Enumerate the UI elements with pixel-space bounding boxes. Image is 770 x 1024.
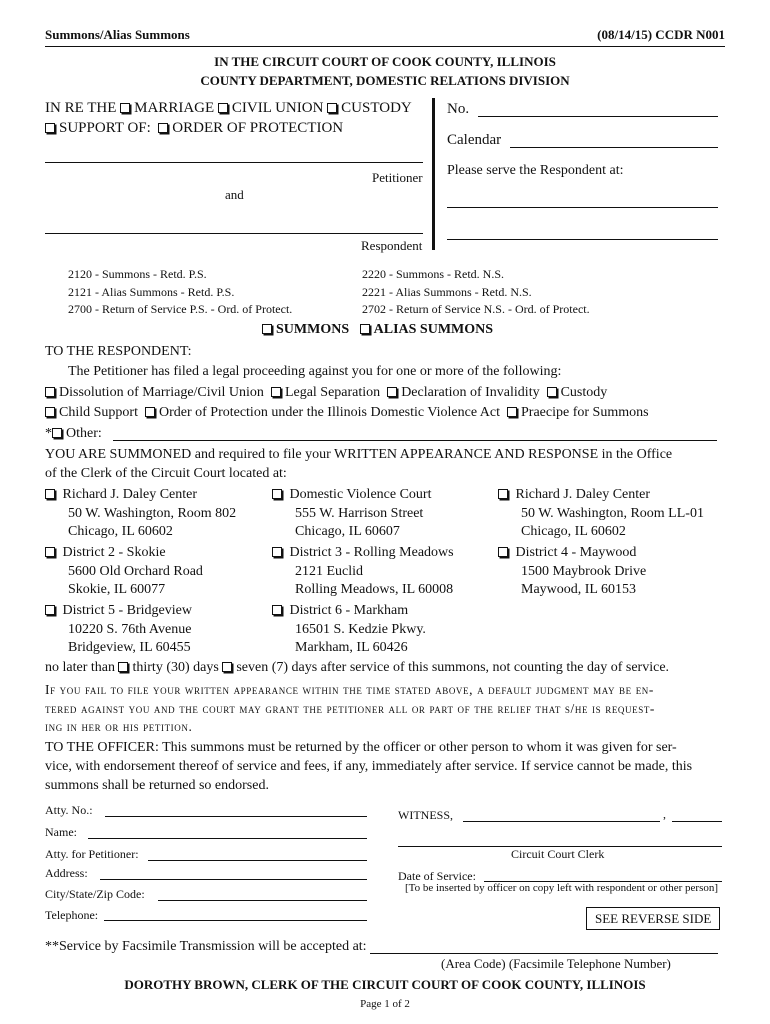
checkbox-icon bbox=[45, 605, 55, 615]
checkbox-icon bbox=[498, 547, 508, 557]
checkbox-alias-summons[interactable]: ALIAS SUMMONS bbox=[360, 322, 493, 337]
telephone-label: Telephone: bbox=[45, 908, 99, 922]
atty-no-field[interactable] bbox=[105, 816, 367, 817]
checkbox-icon bbox=[222, 662, 232, 672]
serve-address-field-1[interactable] bbox=[447, 207, 718, 208]
insert-note: [To be inserted by officer on copy left with respondent or other person] bbox=[405, 882, 719, 894]
calendar-field[interactable] bbox=[510, 147, 718, 148]
checkbox-icon bbox=[507, 407, 517, 417]
checkbox-icon bbox=[45, 387, 55, 397]
other-field[interactable] bbox=[113, 440, 717, 441]
location-markham[interactable]: District 6 - Markham 16501 S. Kedzie Pkwy. Markham, IL 60426 bbox=[272, 602, 426, 658]
court-heading-2: COUNTY DEPARTMENT, DOMESTIC RELATIONS DIVISION bbox=[200, 73, 570, 88]
witness-field[interactable] bbox=[463, 821, 660, 822]
checkbox-icon bbox=[272, 605, 282, 615]
respondent-label: Respondent bbox=[361, 238, 423, 253]
date-of-service-label: Date of Service: bbox=[398, 869, 476, 883]
proceeding-options-1 bbox=[45, 385, 607, 401]
checkbox-icon bbox=[327, 103, 337, 113]
location-bridgeview[interactable]: District 5 - Bridgeview 10220 S. 76th Avenue Bridgeview, IL 60455 bbox=[45, 602, 192, 658]
telephone-field[interactable] bbox=[104, 920, 367, 921]
witness-year-field[interactable] bbox=[672, 821, 722, 822]
form-code: (08/14/15) CCDR N001 bbox=[597, 27, 725, 42]
checkbox-legal-separation[interactable]: Legal Separation bbox=[271, 385, 380, 400]
respondent-field[interactable] bbox=[45, 233, 423, 234]
case-type-line-1: IN RE THE MARRIAGE CIVIL UNION CUSTODY bbox=[45, 100, 412, 116]
checkbox-child-support[interactable]: Child Support bbox=[45, 405, 138, 420]
checkbox-icon bbox=[547, 387, 557, 397]
location-daley-802[interactable]: Richard J. Daley Center 50 W. Washington, Room 802 Chicago, IL 60602 bbox=[45, 486, 236, 542]
checkbox-seven-days[interactable]: seven (7) days after service of this summons, not counting the day of service. bbox=[222, 660, 669, 675]
filed-text: The Petitioner has filed a legal proceeding against you for one or more of the following: bbox=[68, 364, 562, 379]
default-warning: If you fail to file your written appearance within the time stated above, a default judgment may be en- tered against you and the court may grant the petitioner all or part of the relief that s/he is request- ing in her or his petition. bbox=[45, 682, 656, 734]
caption-divider bbox=[432, 98, 435, 250]
checkbox-custody-proceeding[interactable]: Custody bbox=[547, 385, 608, 400]
checkbox-icon bbox=[45, 407, 55, 417]
case-number-field[interactable] bbox=[478, 116, 718, 117]
checkbox-protection-dv[interactable]: Order of Protection under the Illinois Domestic Violence Act bbox=[145, 405, 500, 420]
location-maywood[interactable]: District 4 - Maywood 1500 Maybrook Drive Maywood, IL 60153 bbox=[498, 544, 646, 600]
court-heading-1: IN THE CIRCUIT COURT OF COOK COUNTY, ILLINOIS bbox=[214, 54, 556, 69]
fax-caption: (Area Code) (Facsimile Telephone Number) bbox=[441, 956, 671, 971]
case-type-line-2 bbox=[45, 120, 343, 137]
form-title: Summons/Alias Summons bbox=[45, 27, 190, 42]
fax-label: **Service by Facsimile Transmission will be accepted at: bbox=[45, 939, 367, 954]
header-rule bbox=[45, 46, 725, 47]
checkbox-icon bbox=[45, 123, 55, 133]
clerk-label: Circuit Court Clerk bbox=[511, 847, 605, 861]
petitioner-label: Petitioner bbox=[372, 170, 423, 185]
witness-label: WITNESS, bbox=[398, 808, 453, 822]
serve-label: Please serve the Respondent at: bbox=[447, 163, 624, 178]
checkbox-order-of-protection[interactable]: ORDER OF PROTECTION bbox=[158, 120, 343, 136]
checkbox-icon bbox=[118, 662, 128, 672]
page-number: Page 1 of 2 bbox=[360, 998, 410, 1010]
proceeding-options-2 bbox=[45, 405, 649, 421]
summoned-line-2: of the Clerk of the Circuit Court located at: bbox=[45, 466, 287, 481]
see-reverse-side: SEE REVERSE SIDE bbox=[586, 907, 720, 930]
checkbox-icon bbox=[272, 547, 282, 557]
checkbox-icon bbox=[360, 324, 370, 334]
and-label: and bbox=[225, 187, 244, 202]
city-state-zip-field[interactable] bbox=[158, 900, 367, 901]
clerk-name-footer: DOROTHY BROWN, CLERK OF THE CIRCUIT COURT OF COOK COUNTY, ILLINOIS bbox=[124, 977, 646, 992]
location-skokie[interactable]: District 2 - Skokie 5600 Old Orchard Road Skokie, IL 60077 bbox=[45, 544, 203, 600]
checkbox-other[interactable]: Other: bbox=[52, 426, 102, 441]
checkbox-icon bbox=[145, 407, 155, 417]
location-domestic-violence-court[interactable]: Domestic Violence Court 555 W. Harrison Street Chicago, IL 60607 bbox=[272, 486, 431, 542]
atty-no-label: Atty. No.: bbox=[45, 803, 93, 817]
checkbox-icon bbox=[45, 489, 55, 499]
checkbox-icon bbox=[158, 123, 168, 133]
checkbox-thirty-days[interactable]: thirty (30) days bbox=[118, 660, 218, 675]
codes-left: 2120 - Summons - Retd. P.S. 2121 - Alias Summons - Retd. P.S. 2700 - Return of Service P.S. - Ord. of Protect. bbox=[68, 267, 293, 316]
address-label: Address: bbox=[45, 866, 88, 880]
checkbox-icon bbox=[120, 103, 130, 113]
checkbox-icon bbox=[52, 428, 62, 438]
checkbox-marriage[interactable]: MARRIAGE bbox=[120, 100, 214, 116]
checkbox-support[interactable]: SUPPORT OF: bbox=[45, 120, 151, 136]
codes-right: 2220 - Summons - Retd. N.S. 2221 - Alias Summons - Retd. N.S. 2702 - Return of Service N.S. - Ord. of Protect. bbox=[362, 267, 590, 316]
calendar-label: Calendar bbox=[447, 132, 502, 148]
city-state-zip-label: City/State/Zip Code: bbox=[45, 887, 145, 901]
location-daley-ll01[interactable]: Richard J. Daley Center 50 W. Washington, Room LL-01 Chicago, IL 60602 bbox=[498, 486, 704, 542]
location-rolling-meadows[interactable]: District 3 - Rolling Meadows 2121 Euclid Rolling Meadows, IL 60008 bbox=[272, 544, 454, 600]
checkbox-invalidity[interactable]: Declaration of Invalidity bbox=[387, 385, 539, 400]
officer-instructions: TO THE OFFICER: This summons must be returned by the officer or other person to whom it was given for ser- vice, with endorsement thereof of service and fees, if any, immediately after service. If service cannot be made, this summons shall be returned so endorsed. bbox=[45, 740, 693, 793]
address-field[interactable] bbox=[100, 879, 367, 880]
checkbox-icon bbox=[272, 489, 282, 499]
checkbox-icon bbox=[262, 324, 272, 334]
atty-name-field[interactable] bbox=[88, 838, 367, 839]
checkbox-icon bbox=[45, 547, 55, 557]
serve-address-field-2[interactable] bbox=[447, 239, 718, 240]
other-option: * Other: bbox=[45, 426, 102, 441]
fax-number-field[interactable] bbox=[370, 953, 718, 954]
atty-for-petitioner-field[interactable] bbox=[148, 860, 367, 861]
checkbox-praecipe[interactable]: Praecipe for Summons bbox=[507, 405, 649, 420]
atty-for-petitioner-label: Atty. for Petitioner: bbox=[45, 847, 139, 861]
case-number-label: No. bbox=[447, 101, 470, 117]
deadline-line: no later than thirty (30) days seven (7) days after service of this summons, not counting the day of service. bbox=[45, 660, 670, 675]
to-respondent-heading: TO THE RESPONDENT: bbox=[45, 344, 192, 359]
summoned-line-1: YOU ARE SUMMONED and required to file your WRITTEN APPEARANCE AND RESPONSE in the Office bbox=[45, 447, 673, 462]
checkbox-dissolution[interactable]: Dissolution of Marriage/Civil Union bbox=[45, 385, 264, 400]
petitioner-field[interactable] bbox=[45, 162, 423, 163]
checkbox-summons[interactable]: SUMMONS bbox=[262, 322, 349, 337]
checkbox-icon bbox=[218, 103, 228, 113]
witness-comma: , bbox=[663, 807, 666, 821]
checkbox-civil-union[interactable]: CIVIL UNION bbox=[218, 100, 324, 116]
checkbox-icon bbox=[271, 387, 281, 397]
checkbox-icon bbox=[387, 387, 397, 397]
checkbox-icon bbox=[498, 489, 508, 499]
atty-name-label: Name: bbox=[45, 825, 77, 839]
summons-type bbox=[262, 322, 493, 338]
checkbox-custody[interactable]: CUSTODY bbox=[327, 100, 412, 116]
